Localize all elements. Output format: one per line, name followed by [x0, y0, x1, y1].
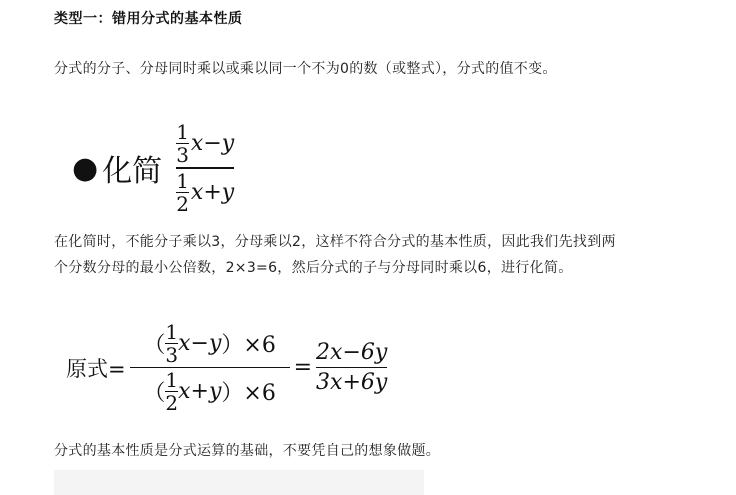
left-paren: （ — [143, 333, 166, 358]
one-third-denominator: 3 — [165, 343, 179, 367]
explanation-line-2: 个分数分母的最小公倍数，2×3=6，然后分式的子与分母同时乘以6，进行化简。 — [54, 260, 573, 276]
one-third — [176, 122, 189, 165]
one-half-numerator: 1 — [165, 368, 179, 392]
conclusion-text: 分式的基本性质是分式运算的基础，不要凭自己的想象做题。 — [54, 443, 441, 459]
numerator-expression: x−y — [190, 131, 235, 156]
result-fraction — [316, 340, 387, 395]
one-third — [165, 322, 178, 365]
explanation-line-1: 在化简时，不能分子乘以3，分母乘以2，这样不符合分式的基本性质，因此我们先找到两 — [54, 234, 616, 250]
one-third-denominator: 3 — [176, 143, 189, 167]
one-half-numerator: 1 — [176, 169, 189, 193]
times-six: ）×6 — [221, 381, 276, 406]
example-expression — [72, 112, 234, 224]
solution-denominator — [143, 370, 275, 413]
complex-fraction-numerator — [176, 122, 234, 165]
solution-fraction — [130, 322, 290, 413]
result-denominator: 3x+6y — [316, 370, 388, 395]
solution-expression — [66, 305, 387, 430]
bottom-shaded-strip — [54, 470, 424, 495]
times-six: ）×6 — [221, 333, 276, 358]
one-half-denominator: 2 — [176, 192, 189, 216]
simplify-label: 化简 — [102, 154, 163, 189]
denominator-expression: x+y — [190, 180, 235, 205]
solution-fraction-bar — [130, 367, 290, 368]
one-third-numerator: 1 — [176, 120, 189, 144]
one-half — [176, 171, 189, 214]
intro-text: 分式的分子、分母同时乘以或乘以同一个不为0的数（或整式），分式的值不变。 — [54, 61, 557, 77]
denominator-expression: x+y — [178, 379, 222, 404]
numerator-expression: x−y — [178, 331, 222, 356]
equals-sign: = — [293, 355, 313, 380]
result-fraction-bar — [316, 367, 387, 368]
complex-fraction-denominator — [176, 171, 234, 214]
result-numerator: 2x−6y — [316, 340, 388, 365]
left-paren: （ — [143, 381, 166, 406]
one-half-denominator: 2 — [165, 391, 179, 415]
solution-prefix: 原式= — [66, 356, 126, 381]
complex-fraction — [176, 122, 234, 214]
bullet-icon: ● — [72, 150, 99, 186]
solution-numerator — [143, 322, 275, 365]
one-half — [165, 370, 178, 413]
one-third-numerator: 1 — [165, 320, 179, 344]
section-heading: 类型一：错用分式的基本性质 — [54, 11, 243, 27]
